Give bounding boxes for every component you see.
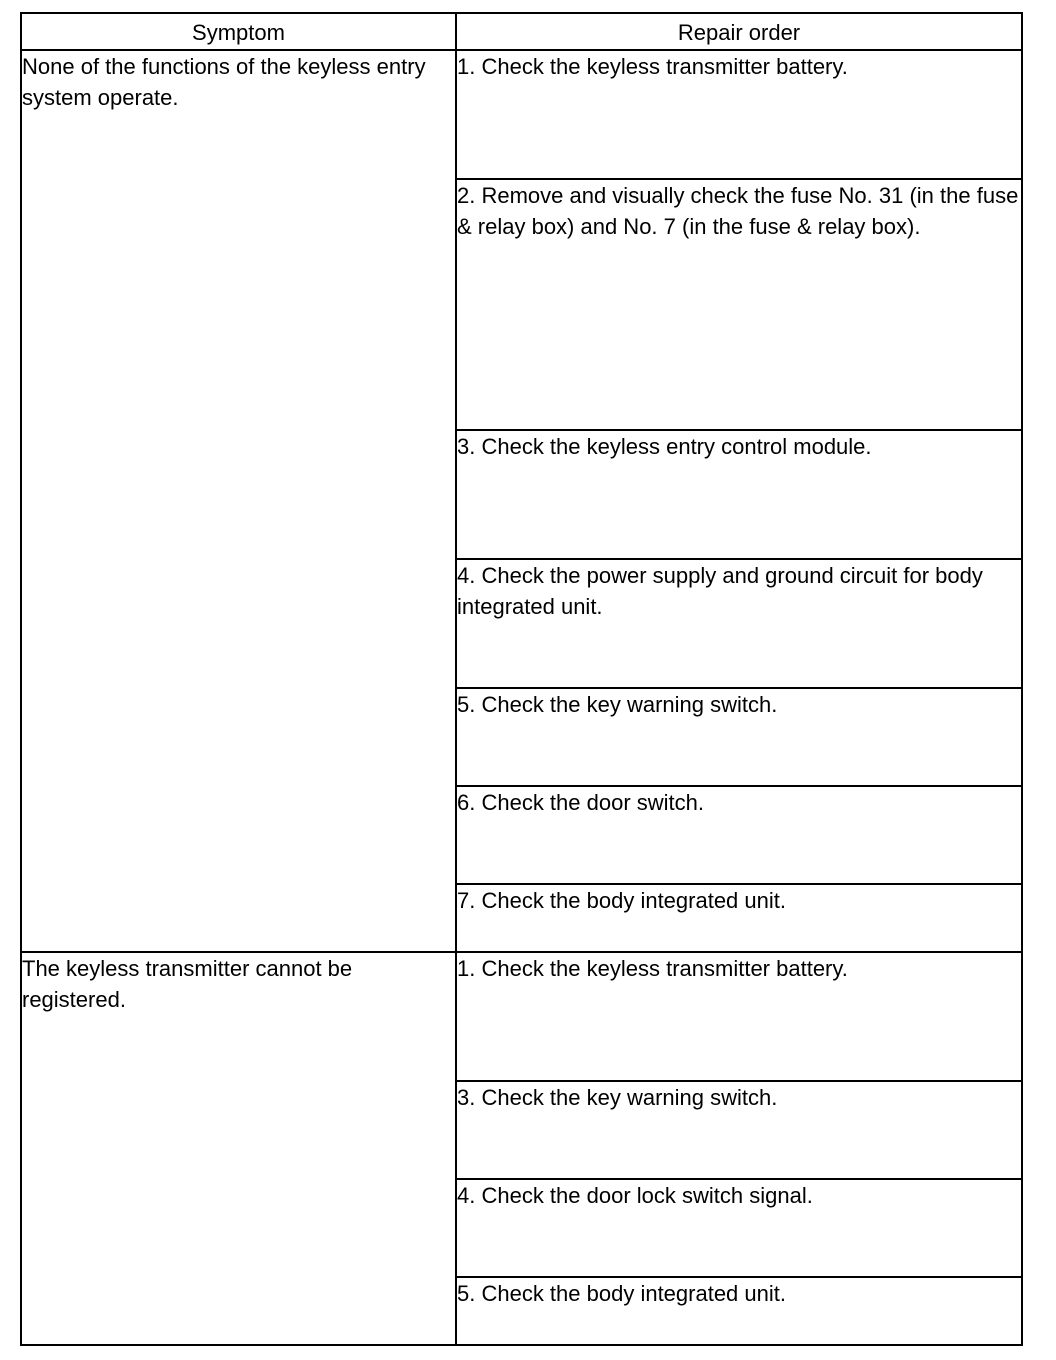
repair-step: 4. Check the door lock switch signal. xyxy=(456,1179,1022,1277)
repair-order-table xyxy=(20,12,1023,1346)
symptom-cell: None of the functions of the keyless entry system operate. xyxy=(21,50,456,952)
repair-step: 5. Check the key warning switch. xyxy=(456,688,1022,786)
repair-step: 1. Check the keyless transmitter battery. xyxy=(456,50,1022,179)
table-row xyxy=(21,952,1022,1081)
repair-step: 2. Remove and visually check the fuse No. 31 (in the fuse & relay box) and No. 7 (in the fuse & relay box). xyxy=(456,179,1022,430)
header-symptom: Symptom xyxy=(21,13,456,50)
repair-step: 7. Check the body integrated unit. xyxy=(456,884,1022,952)
repair-step: 3. Check the keyless entry control module. xyxy=(456,430,1022,559)
symptom-cell: The keyless transmitter cannot be registered. xyxy=(21,952,456,1345)
repair-step: 4. Check the power supply and ground circuit for body integrated unit. xyxy=(456,559,1022,688)
repair-step: 6. Check the door switch. xyxy=(456,786,1022,884)
header-repair-order: Repair order xyxy=(456,13,1022,50)
repair-step: 3. Check the key warning switch. xyxy=(456,1081,1022,1179)
repair-step: 5. Check the body integrated unit. xyxy=(456,1277,1022,1345)
table-row xyxy=(21,50,1022,179)
repair-step: 1. Check the keyless transmitter battery. xyxy=(456,952,1022,1081)
header-row xyxy=(21,13,1022,50)
